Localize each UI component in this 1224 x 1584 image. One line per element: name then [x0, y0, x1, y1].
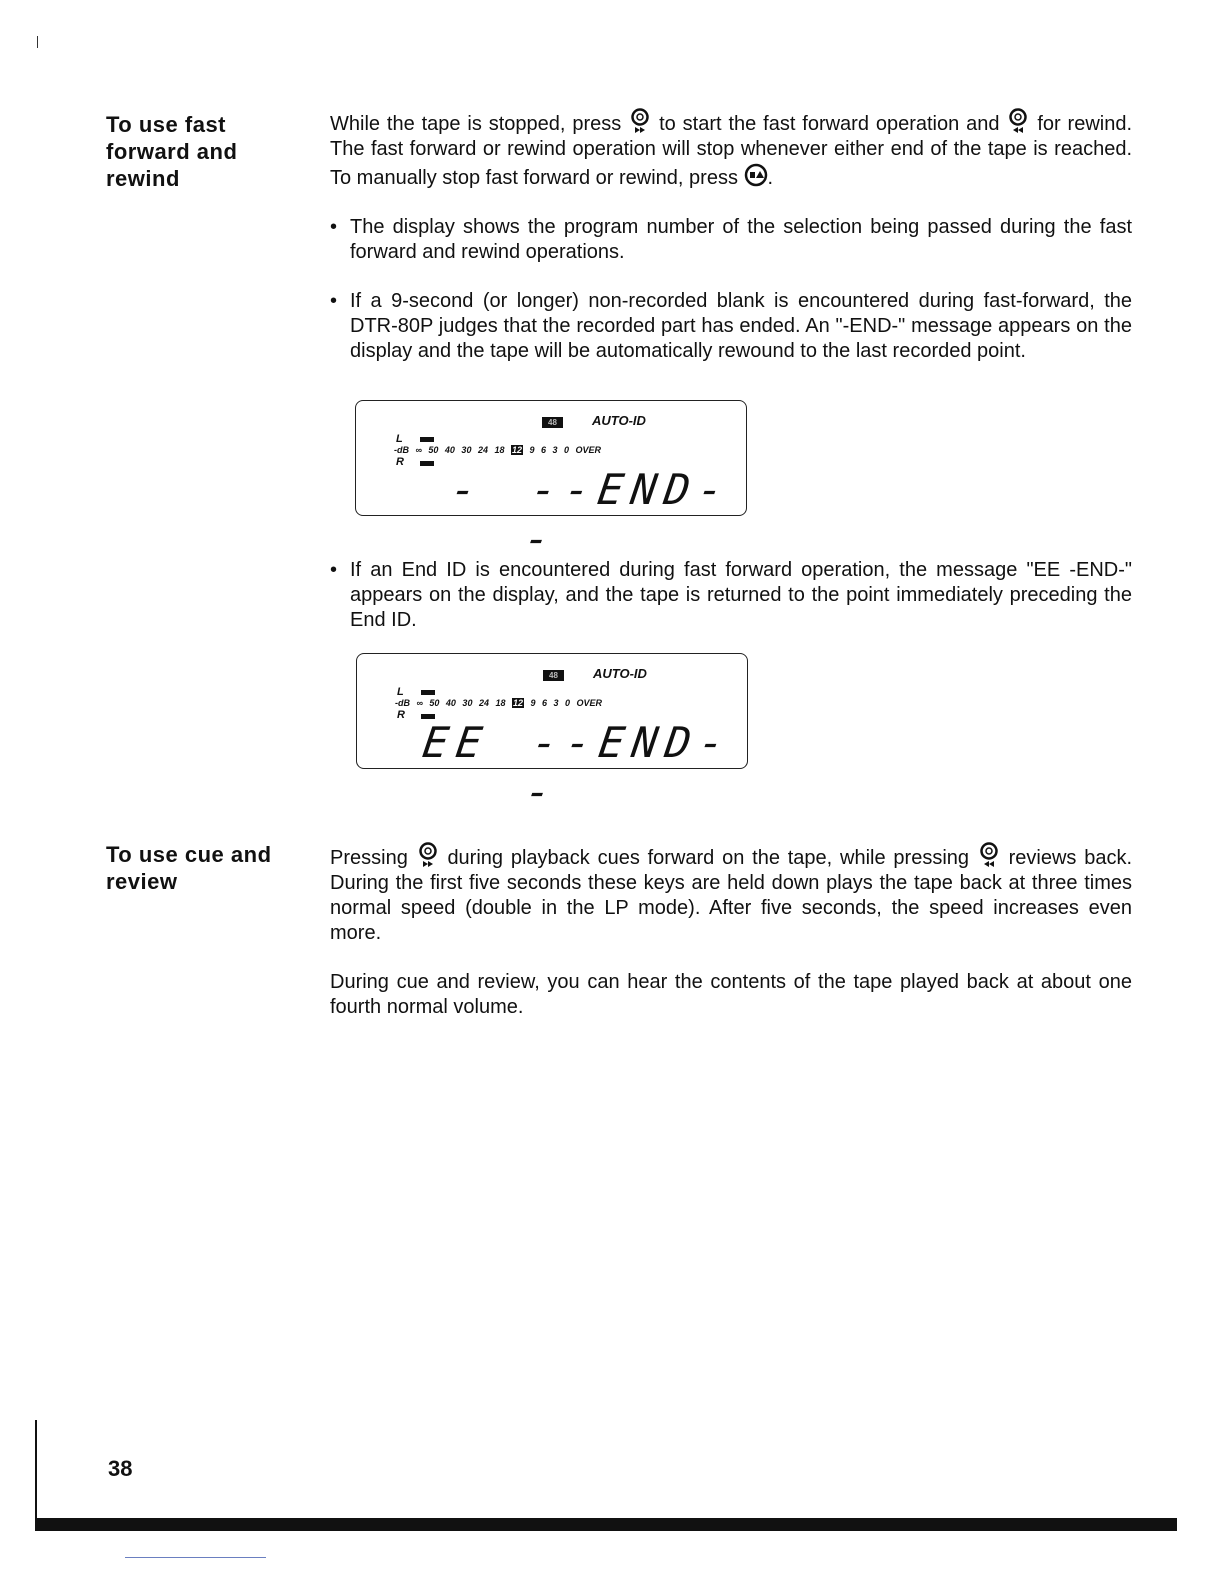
margin-rule — [35, 1420, 37, 1530]
rewind-button-icon — [1006, 108, 1030, 134]
bullet-item: • If an End ID is encountered during fast forward operation, the message "EE -END-" appears on the display, and the tape is returned to the point immediately preceding the End ID. — [330, 558, 1132, 633]
bullet-item: • If a 9-second (or longer) non-recorded blank is encountered during fast-forward, the DTR-80P judges that the recorded part has ended. An "-END-" message appears on the display and the tape will be automatically rewound to the last recorded point. — [330, 289, 1132, 364]
footer-rule — [35, 1518, 1177, 1531]
stop-eject-button-icon — [744, 162, 768, 188]
heading-cue-review: To use cue and review — [106, 842, 272, 894]
level-scale: -dB ∞ 50 40 30 24 18 12 9 6 3 0 OVER — [394, 445, 602, 455]
fast-forward-button-icon — [628, 108, 652, 134]
lcd-display-ee-end: 48 AUTO-ID L -dB ∞ 50 40 30 24 18 12 9 6 3 0 OVER R EE --END-- — [356, 653, 748, 769]
heading-fast-forward: To use fast forward and rewind — [106, 112, 238, 191]
mark — [37, 36, 38, 48]
footer-line — [125, 1557, 266, 1558]
level-scale: -dB ∞ 50 40 30 24 18 12 9 6 3 0 OVER — [395, 698, 603, 708]
fast-forward-button-icon — [416, 842, 440, 868]
bullet-item: • The display shows the program number of the selection being passed during the fast forward and rewind operations. — [330, 215, 1132, 265]
intro-paragraph: While the tape is stopped, press to start the fast forward operation and for rewind. The fast forward or rewind operation will stop whenever either end of the tape is reached. To manually stop fast forward or rewind, press . — [330, 108, 1132, 191]
section-cue-review: Pressing during playback cues forward on the tape, while pressing reviews back. During the first five seconds these keys are held down plays the tape back at three times normal speed (double in the LP mode). After five seconds, the speed increases even more. During cue and review, you can hear the contents of the tape played back at about one fourth normal volume. — [330, 842, 1132, 1044]
rewind-button-icon — [977, 842, 1001, 868]
section-fast-forward — [330, 108, 1132, 657]
lcd-display-end: 48 AUTO-ID L -dB ∞ 50 40 30 24 18 12 9 6 3 0 OVER R - --END-- — [355, 400, 747, 516]
page-number: 38 — [108, 1456, 133, 1481]
